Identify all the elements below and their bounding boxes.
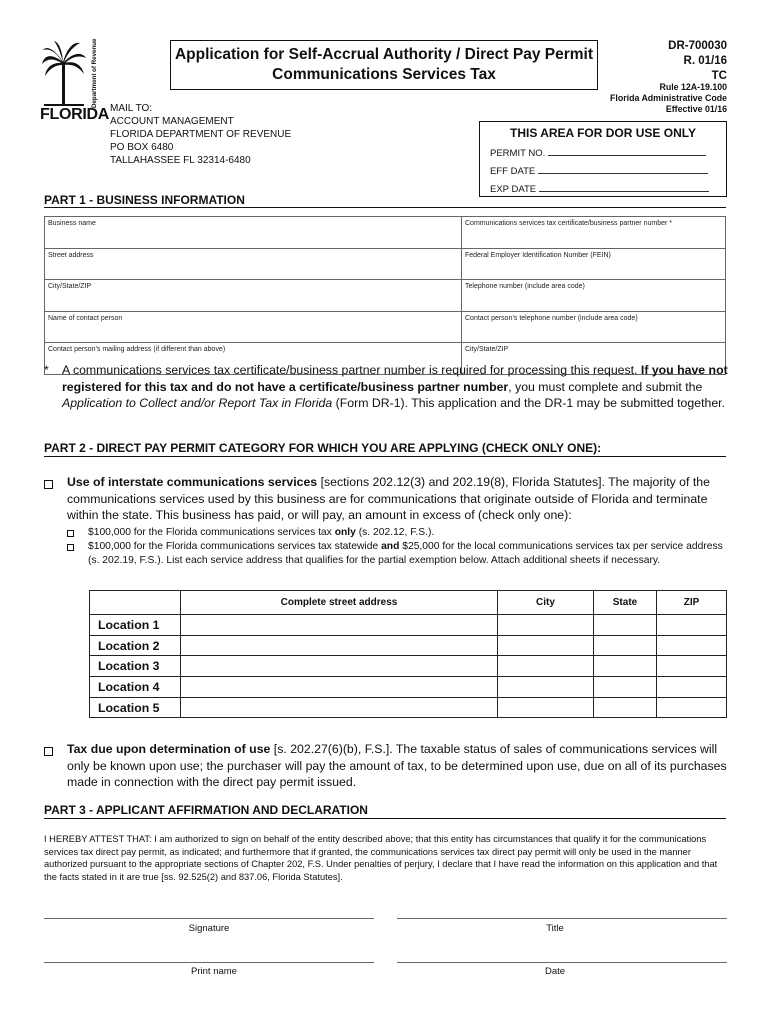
mail-line: FLORIDA DEPARTMENT OF REVENUE (110, 129, 292, 140)
rule-number: Rule 12A-19.100 (659, 82, 727, 92)
location-label: Location 4 (90, 677, 181, 698)
part1-heading: PART 1 - BUSINESS INFORMATION (44, 193, 245, 207)
contact-phone-field[interactable]: Contact person’s telephone number (include area code) (462, 311, 726, 343)
city-cell[interactable] (498, 697, 594, 718)
street-cell[interactable] (181, 635, 498, 656)
date-line[interactable] (397, 962, 727, 963)
street-cell[interactable] (181, 615, 498, 636)
telephone-field[interactable]: Telephone number (include area code) (462, 280, 726, 312)
sub-option-100k-checkbox[interactable] (67, 530, 74, 537)
business-info-table (44, 216, 726, 375)
table-row (45, 280, 726, 312)
permit-no-line (548, 147, 706, 156)
table-row (45, 311, 726, 343)
street-address-field[interactable]: Street address (45, 248, 462, 280)
fein-field[interactable]: Federal Employer Identification Number (FEIN) (462, 248, 726, 280)
interstate-checkbox[interactable] (44, 480, 53, 489)
form-number-block (668, 39, 727, 84)
service-address-table (89, 590, 727, 718)
option-interstate: Use of interstate communications services [sections 202.12(3) and 202.19(8), Florida Statutes]. The majority of the communications services used by this business are for communications that originate outside of Florida and terminate within the state. This business has paid, or will pay, an amount in excess of (check only one): (44, 474, 734, 524)
mail-to-address (110, 102, 291, 167)
certificate-number-field[interactable]: Communications services tax certificate/business partner number * (462, 217, 726, 249)
sub-option-statewide: $100,000 for the Florida communications services tax statewide and $25,000 for the local communications services tax per service address (s. 202.19, F.S.). List each service address that qualifies for the partial exemption below. Attach additional sheets if necessary. (67, 540, 727, 567)
contact-name-field[interactable]: Name of contact person (45, 311, 462, 343)
state-cell[interactable] (594, 697, 657, 718)
eff-date-field[interactable]: EFF DATE (490, 165, 708, 177)
location-header-blank (90, 591, 181, 615)
dor-use-title: THIS AREA FOR DOR USE ONLY (509, 126, 697, 140)
col-zip: ZIP (657, 591, 727, 615)
date-label: Date (544, 966, 566, 977)
col-city: City (498, 591, 594, 615)
part1-rule (44, 207, 726, 208)
form-title-box (170, 40, 598, 90)
permit-no-field[interactable]: PERMIT NO. (490, 147, 706, 159)
part3-heading: PART 3 - APPLICANT AFFIRMATION AND DECLARATION (44, 803, 368, 817)
state-cell[interactable] (594, 635, 657, 656)
location-label: Location 5 (90, 697, 181, 718)
city-state-zip-field[interactable]: City/State/ZIP (45, 280, 462, 312)
table-row (45, 248, 726, 280)
rule-block (610, 82, 727, 115)
state-cell[interactable] (594, 656, 657, 677)
zip-cell[interactable] (657, 677, 727, 698)
affirmation-text: I HEREBY ATTEST THAT: I am authorized to sign on behalf of the entity described above; that this entity has circumstances that qualify it for the communications services tax direct pay permit, as indicated; and furthermore that if granted, the communications services tax direct pay permit will only be used in the manner authorized pursuant to the appropriate sections of Chapter 202, F.S. Under penalties of perjury, I declare that I have read the information on this application and that the facts stated in it are true [ss. 92.525(2) and 837.06, Florida Statutes]. (44, 834, 718, 882)
form-revision: R. 01/16 (683, 55, 727, 67)
location-label: Location 2 (90, 635, 181, 656)
mail-to-label: MAIL TO: (110, 103, 153, 114)
city-cell[interactable] (498, 677, 594, 698)
col-street-address: Complete street address (181, 591, 498, 615)
signature-line[interactable] (44, 918, 374, 919)
signature-label: Signature (188, 923, 230, 934)
asterisk: * (44, 363, 49, 377)
contact-city-state-zip-field[interactable]: City/State/ZIP (462, 343, 726, 375)
part2-rule (44, 456, 726, 457)
title-label: Title (546, 923, 564, 934)
street-cell[interactable] (181, 656, 498, 677)
form-subtitle: Communications Services Tax (272, 66, 496, 83)
zip-cell[interactable] (657, 656, 727, 677)
mail-line: TALLAHASSEE FL 32314-6480 (110, 155, 251, 166)
florida-dor-logo (40, 38, 110, 126)
city-cell[interactable] (498, 656, 594, 677)
certificate-note: * A communications services tax certificate/business partner number is required for processing this request. If you have not registered for this tax and do not have a certificate/business partner number, you must complete and submit the Application to Collect and/or Report Tax in Florida (Form DR-1). This application and the DR-1 may be submitted together. (44, 363, 728, 410)
zip-cell[interactable] (657, 615, 727, 636)
business-name-field[interactable]: Business name (45, 217, 462, 249)
state-wordmark: FLORIDA (40, 106, 110, 123)
dor-use-box (479, 121, 727, 197)
table-row (45, 217, 726, 249)
zip-cell[interactable] (657, 697, 727, 718)
table-row (90, 697, 727, 718)
sub-option-statewide-checkbox[interactable] (67, 544, 74, 551)
title-line[interactable] (397, 918, 727, 919)
sub-option-100k: $100,000 for the Florida communications services tax only (s. 202.12, F.S.). (67, 526, 727, 540)
mail-line: ACCOUNT MANAGEMENT (110, 116, 234, 127)
option-tax-due-upon-use: Tax due upon determination of use [s. 202.27(6)(b), F.S.]. The taxable status of sales of communications services will only be known upon use; the purchaser will pay the amount of tax, to be determined upon use, due on all of its purchases made in connection with the direct pay permit issued. (44, 741, 734, 791)
department-vertical-text: Department of Revenue (91, 38, 98, 108)
form-number: DR-700030 (668, 40, 727, 52)
table-row (90, 656, 727, 677)
tax-due-checkbox[interactable] (44, 747, 53, 756)
state-cell[interactable] (594, 677, 657, 698)
col-state: State (594, 591, 657, 615)
table-row (90, 677, 727, 698)
city-cell[interactable] (498, 635, 594, 656)
location-label: Location 1 (90, 615, 181, 636)
table-row (90, 635, 727, 656)
mail-line: PO BOX 6480 (110, 142, 174, 153)
effective-date: Effective 01/16 (665, 104, 727, 114)
form-title: Application for Self-Accrual Authority / Direct Pay Permit (174, 46, 593, 63)
part3-rule (44, 818, 726, 819)
print-name-line[interactable] (44, 962, 374, 963)
table-row (90, 615, 727, 636)
street-cell[interactable] (181, 697, 498, 718)
exp-date-line (539, 183, 709, 192)
zip-cell[interactable] (657, 635, 727, 656)
table-header-row (90, 591, 727, 615)
contact-mailing-address-field[interactable]: Contact person’s mailing address (if different than above) (45, 343, 462, 375)
street-cell[interactable] (181, 677, 498, 698)
exp-date-field[interactable]: EXP DATE (490, 183, 709, 195)
part2-heading: PART 2 - DIRECT PAY PERMIT CATEGORY FOR WHICH YOU ARE APPLYING (CHECK ONLY ONE): (44, 441, 602, 455)
print-name-label: Print name (191, 966, 237, 977)
eff-date-line (538, 165, 708, 174)
location-label: Location 3 (90, 656, 181, 677)
city-cell[interactable] (498, 615, 594, 636)
state-cell[interactable] (594, 615, 657, 636)
admin-code: Florida Administrative Code (610, 93, 727, 103)
form-code: TC (711, 70, 727, 82)
